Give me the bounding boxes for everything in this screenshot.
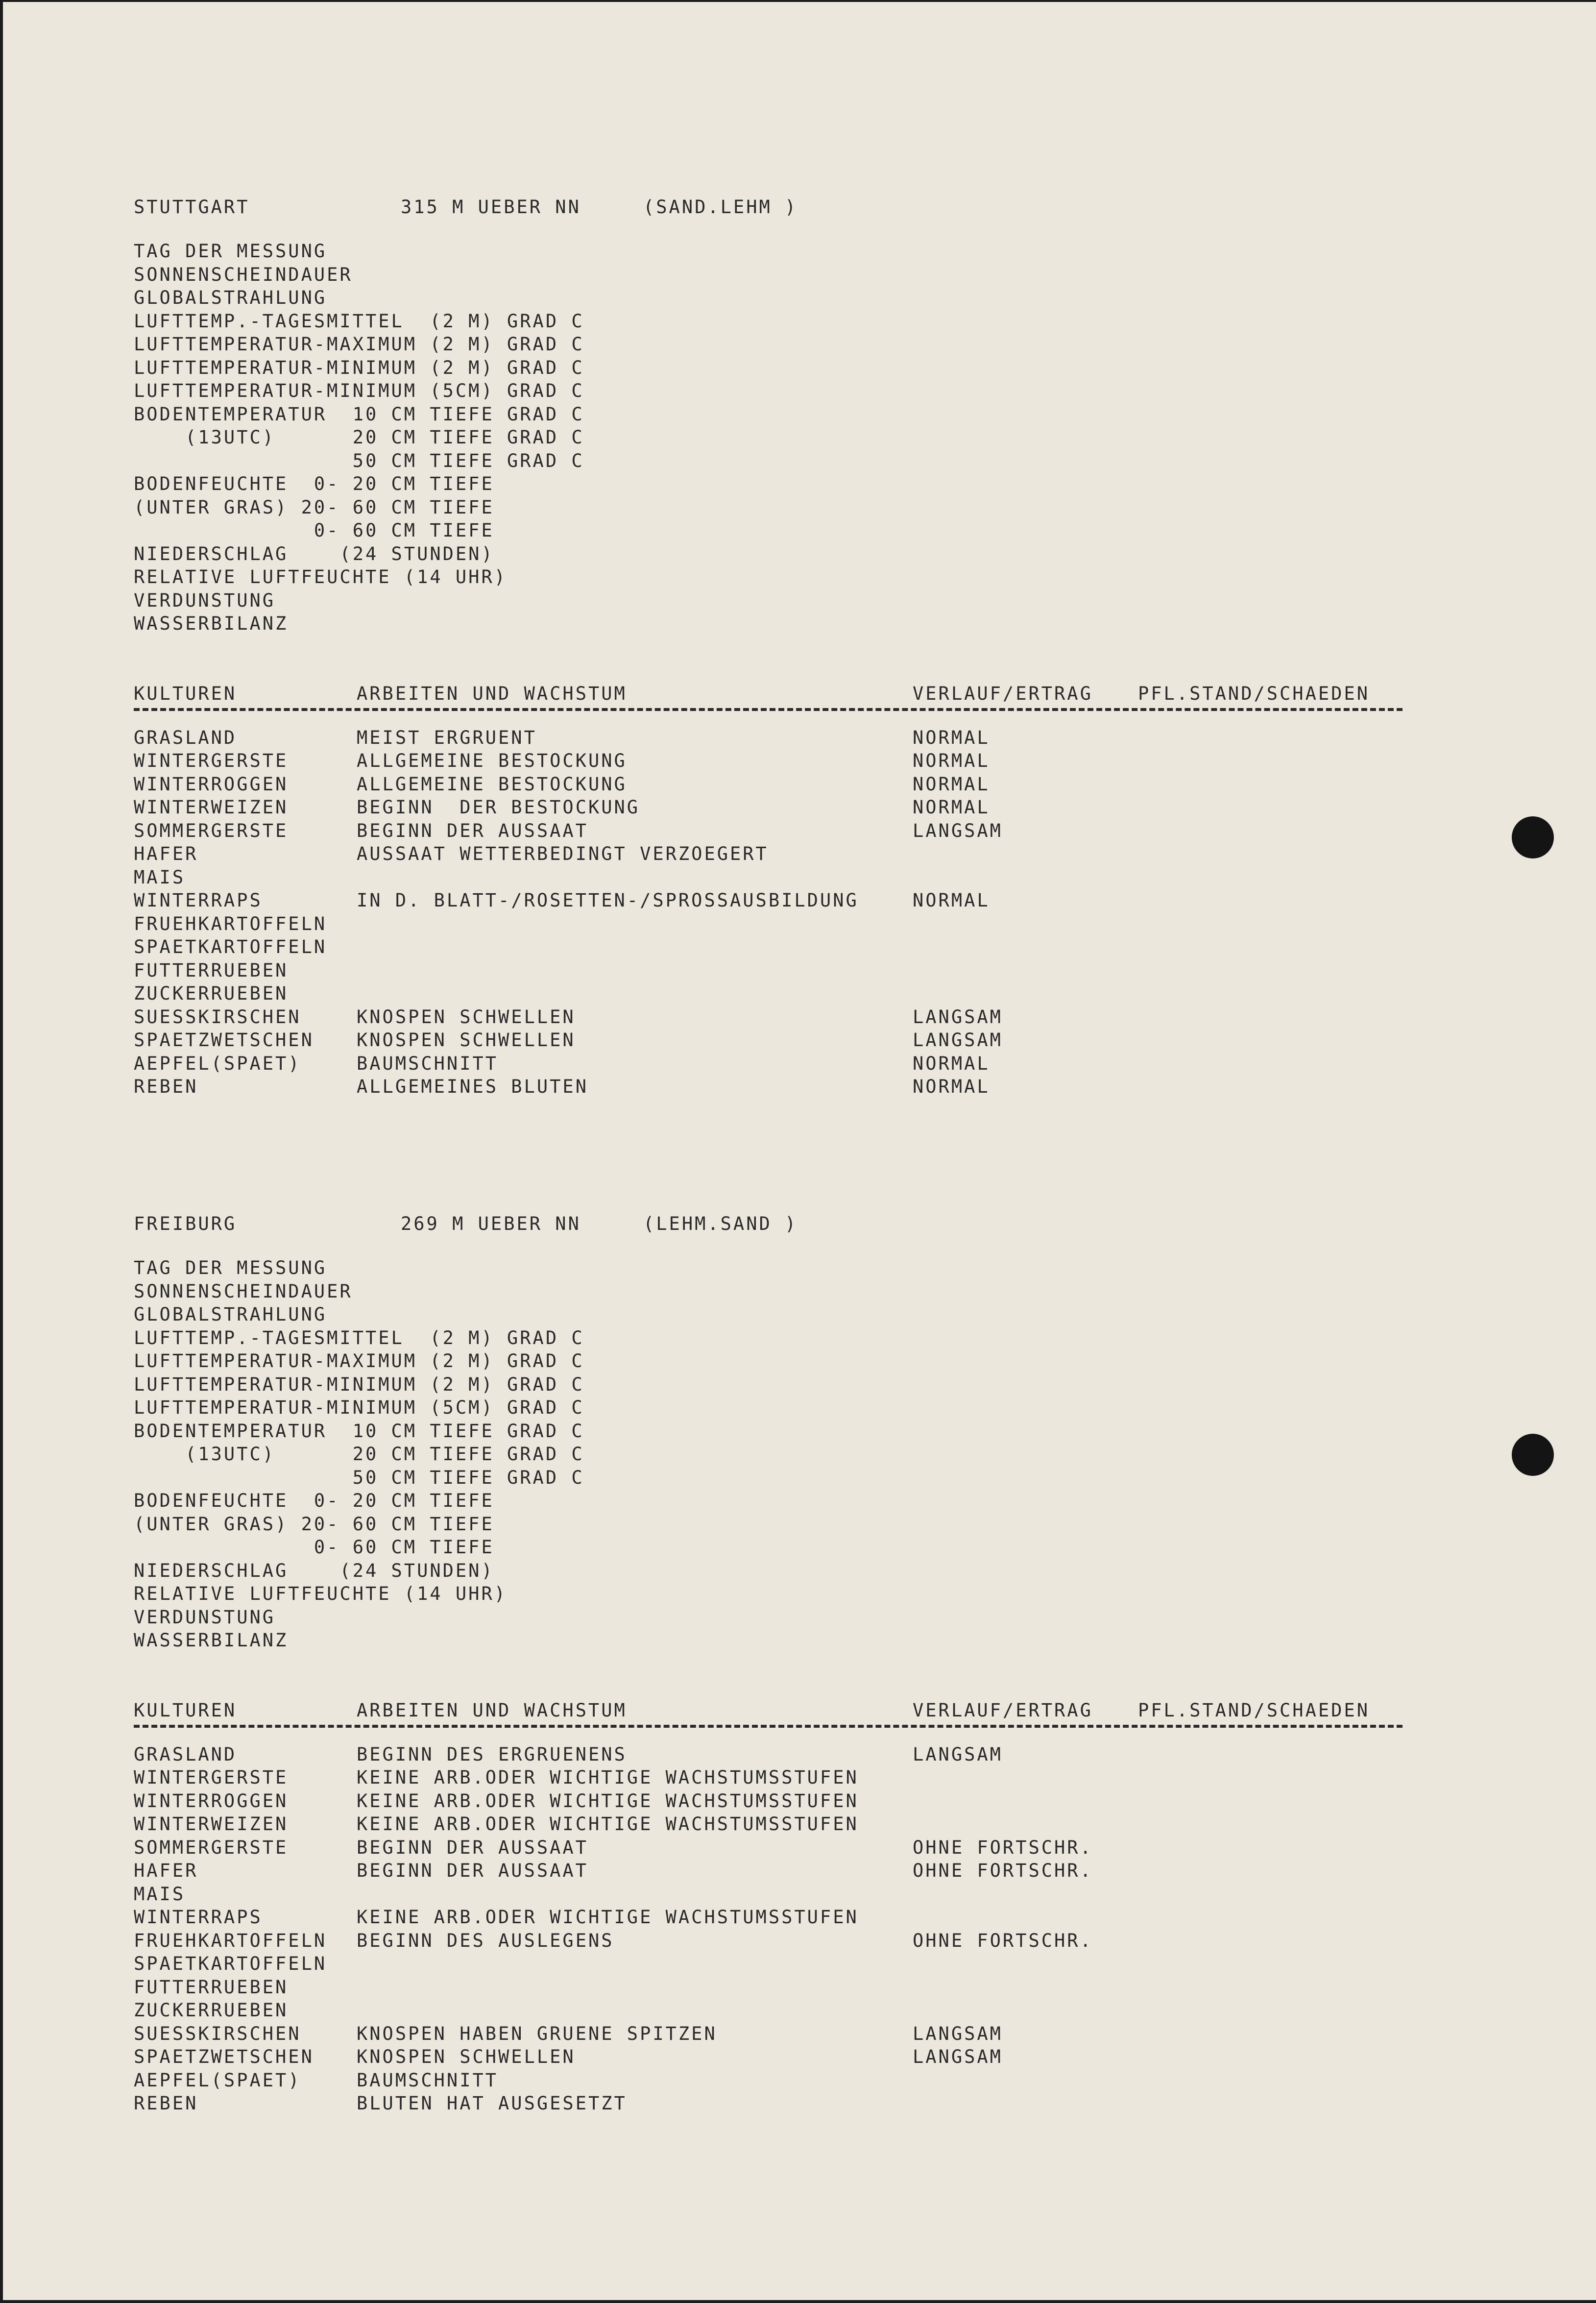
crop-name: SPAETZWETSCHEN xyxy=(134,1029,314,1051)
row-label: SONNENSCHEINDAUER xyxy=(134,1280,353,1302)
row-label: SONNENSCHEINDAUER xyxy=(134,264,353,285)
row-label: TAG DER MESSUNG xyxy=(134,241,327,262)
row-label: GLOBALSTRAHLUNG xyxy=(134,287,327,308)
row-label: LUFTTEMPERATUR-MAXIMUM (2 M) GRAD C xyxy=(134,334,584,355)
crop-name: ZUCKERRUEBEN xyxy=(134,983,289,1004)
crop-col-header: PFL.STAND/SCHAEDEN xyxy=(1138,683,1370,704)
row-label: LUFTTEMPERATUR-MINIMUM (5CM) GRAD C xyxy=(134,1397,584,1418)
crop-col-header: KULTUREN xyxy=(134,683,237,704)
crop-course: LANGSAM xyxy=(913,820,1003,841)
crop-col-header: ARBEITEN UND WACHSTUM xyxy=(357,1699,627,1721)
row-label: (UNTER GRAS) 20- 60 CM TIEFE xyxy=(134,496,494,518)
station-name: STUTTGART xyxy=(134,196,250,218)
row-label: RELATIVE LUFTFEUCHTE (14 UHR) xyxy=(134,1583,508,1604)
row-label: LUFTTEMP.-TAGESMITTEL (2 M) GRAD C xyxy=(134,1327,584,1348)
row-label: VERDUNSTUNG xyxy=(134,589,276,611)
crop-course: LANGSAM xyxy=(913,1029,1003,1051)
crop-name: SOMMERGERSTE xyxy=(134,820,289,841)
crop-name: WINTERWEIZEN xyxy=(134,1813,289,1835)
crop-work: BEGINN DER AUSSAAT xyxy=(357,1837,588,1858)
crop-course: LANGSAM xyxy=(913,1743,1003,1765)
crop-name: HAFER xyxy=(134,1860,198,1881)
crop-work: KEINE ARB.ODER WICHTIGE WACHSTUMSSTUFEN xyxy=(357,1813,859,1835)
crop-work: BEGINN DES AUSLEGENS xyxy=(357,1930,614,1951)
crop-name: HAFER xyxy=(134,843,198,864)
crop-name: GRASLAND xyxy=(134,1743,237,1765)
row-label: (13UTC) 20 CM TIEFE GRAD C xyxy=(134,1444,584,1465)
crop-course: NORMAL xyxy=(913,727,990,748)
crop-work: ALLGEMEINE BESTOCKUNG xyxy=(357,750,627,771)
crop-name: WINTERGERSTE xyxy=(134,1767,289,1788)
dashed-divider xyxy=(134,1725,1403,1728)
crop-work: BEGINN DER BESTOCKUNG xyxy=(357,797,640,818)
row-label: LUFTTEMP.-TAGESMITTEL (2 M) GRAD C xyxy=(134,310,584,332)
row-label: 50 CM TIEFE GRAD C xyxy=(134,450,584,471)
crop-col-header: PFL.STAND/SCHAEDEN xyxy=(1138,1699,1370,1721)
crop-work: IN D. BLATT-/ROSETTEN-/SPROSSAUSBILDUNG xyxy=(357,890,859,911)
row-label: WASSERBILANZ xyxy=(134,613,289,634)
row-label: BODENTEMPERATUR 10 CM TIEFE GRAD C xyxy=(134,403,584,425)
row-label: BODENFEUCHTE 0- 20 CM TIEFE xyxy=(134,1490,494,1511)
crop-name: SPAETKARTOFFELN xyxy=(134,936,327,957)
row-label: BODENTEMPERATUR 10 CM TIEFE GRAD C xyxy=(134,1420,584,1442)
row-label: NIEDERSCHLAG (24 STUNDEN) xyxy=(134,1560,494,1581)
crop-name: SPAETKARTOFFELN xyxy=(134,1953,327,1974)
row-label: WASSERBILANZ xyxy=(134,1630,289,1651)
crop-name: FRUEHKARTOFFELN xyxy=(134,913,327,934)
crop-work: ALLGEMEINES BLUTEN xyxy=(357,1076,588,1097)
row-label: TAG DER MESSUNG xyxy=(134,1257,327,1278)
row-label: 0- 60 CM TIEFE xyxy=(134,1537,494,1558)
crop-col-header: VERLAUF/ERTRAG xyxy=(913,1699,1093,1721)
crop-name: AEPFEL(SPAET) xyxy=(134,1053,301,1074)
crop-name: MAIS xyxy=(134,1883,186,1905)
crop-col-header: ARBEITEN UND WACHSTUM xyxy=(357,683,627,704)
crop-course: NORMAL xyxy=(913,1053,990,1074)
crop-work: KNOSPEN SCHWELLEN xyxy=(357,1029,576,1051)
crop-work: BLUTEN HAT AUSGESETZT xyxy=(357,2093,627,2114)
crop-course: NORMAL xyxy=(913,1076,990,1097)
crop-course: NORMAL xyxy=(913,890,990,911)
crop-course: NORMAL xyxy=(913,750,990,771)
row-label: 50 CM TIEFE GRAD C xyxy=(134,1467,584,1488)
station-soil: (SAND.LEHM ) xyxy=(643,196,798,218)
crop-work: BEGINN DES ERGRUENENS xyxy=(357,1743,627,1765)
crop-work: BAUMSCHNITT xyxy=(357,1053,499,1074)
station-name: FREIBURG xyxy=(134,1213,237,1234)
crop-name: GRASLAND xyxy=(134,727,237,748)
crop-work: KEINE ARB.ODER WICHTIGE WACHSTUMSSTUFEN xyxy=(357,1907,859,1928)
row-label: (13UTC) 20 CM TIEFE GRAD C xyxy=(134,427,584,448)
crop-name: REBEN xyxy=(134,1076,198,1097)
punch-hole xyxy=(1512,1434,1554,1476)
crop-name: AEPFEL(SPAET) xyxy=(134,2069,301,2091)
crop-name: SPAETZWETSCHEN xyxy=(134,2046,314,2067)
row-label: RELATIVE LUFTFEUCHTE (14 UHR) xyxy=(134,566,508,588)
row-label: BODENFEUCHTE 0- 20 CM TIEFE xyxy=(134,473,494,494)
crop-course: OHNE FORTSCHR. xyxy=(913,1837,1093,1858)
crop-work: ALLGEMEINE BESTOCKUNG xyxy=(357,773,627,795)
crop-work: AUSSAAT WETTERBEDINGT VERZOEGERT xyxy=(357,843,769,864)
crop-col-header: KULTUREN xyxy=(134,1699,237,1721)
crop-work: KNOSPEN SCHWELLEN xyxy=(357,1006,576,1028)
crop-course: LANGSAM xyxy=(913,1006,1003,1028)
row-label: LUFTTEMPERATUR-MINIMUM (2 M) GRAD C xyxy=(134,357,584,378)
row-label: VERDUNSTUNG xyxy=(134,1606,276,1628)
crop-name: REBEN xyxy=(134,2093,198,2114)
row-label: (UNTER GRAS) 20- 60 CM TIEFE xyxy=(134,1513,494,1535)
crop-work: KEINE ARB.ODER WICHTIGE WACHSTUMSSTUFEN xyxy=(357,1767,859,1788)
row-label: LUFTTEMPERATUR-MAXIMUM (2 M) GRAD C xyxy=(134,1350,584,1372)
punch-hole xyxy=(1512,816,1554,858)
crop-work: BEGINN DER AUSSAAT xyxy=(357,1860,588,1881)
crop-work: KEINE ARB.ODER WICHTIGE WACHSTUMSSTUFEN xyxy=(357,1790,859,1812)
crop-work: KNOSPEN HABEN GRUENE SPITZEN xyxy=(357,2023,717,2044)
crop-name: WINTERROGGEN xyxy=(134,773,289,795)
station-elevation: 315 M UEBER NN xyxy=(401,196,581,218)
row-label: NIEDERSCHLAG (24 STUNDEN) xyxy=(134,543,494,564)
crop-course: OHNE FORTSCHR. xyxy=(913,1860,1093,1881)
crop-work: BEGINN DER AUSSAAT xyxy=(357,820,588,841)
crop-name: WINTERGERSTE xyxy=(134,750,289,771)
dashed-divider xyxy=(134,708,1403,711)
crop-course: LANGSAM xyxy=(913,2046,1003,2067)
station-elevation: 269 M UEBER NN xyxy=(401,1213,581,1234)
crop-name: WINTERROGGEN xyxy=(134,1790,289,1812)
row-label: LUFTTEMPERATUR-MINIMUM (5CM) GRAD C xyxy=(134,380,584,401)
crop-work: BAUMSCHNITT xyxy=(357,2069,499,2091)
crop-name: WINTERWEIZEN xyxy=(134,797,289,818)
crop-name: SUESSKIRSCHEN xyxy=(134,2023,301,2044)
crop-course: LANGSAM xyxy=(913,2023,1003,2044)
crop-course: OHNE FORTSCHR. xyxy=(913,1930,1093,1951)
crop-work: MEIST ERGRUENT xyxy=(357,727,537,748)
row-label: LUFTTEMPERATUR-MINIMUM (2 M) GRAD C xyxy=(134,1373,584,1395)
crop-course: NORMAL xyxy=(913,797,990,818)
crop-name: FUTTERRUEBEN xyxy=(134,1976,289,1998)
station-soil: (LEHM.SAND ) xyxy=(643,1213,798,1234)
crop-name: SOMMERGERSTE xyxy=(134,1837,289,1858)
crop-name: WINTERRAPS xyxy=(134,1907,263,1928)
crop-name: FUTTERRUEBEN xyxy=(134,959,289,981)
crop-name: FRUEHKARTOFFELN xyxy=(134,1930,327,1951)
crop-name: WINTERRAPS xyxy=(134,890,263,911)
crop-course: NORMAL xyxy=(913,773,990,795)
row-label: 0- 60 CM TIEFE xyxy=(134,520,494,541)
crop-work: KNOSPEN SCHWELLEN xyxy=(357,2046,576,2067)
crop-col-header: VERLAUF/ERTRAG xyxy=(913,683,1093,704)
row-label: GLOBALSTRAHLUNG xyxy=(134,1304,327,1325)
crop-name: MAIS xyxy=(134,866,186,888)
crop-name: ZUCKERRUEBEN xyxy=(134,2000,289,2021)
crop-name: SUESSKIRSCHEN xyxy=(134,1006,301,1028)
